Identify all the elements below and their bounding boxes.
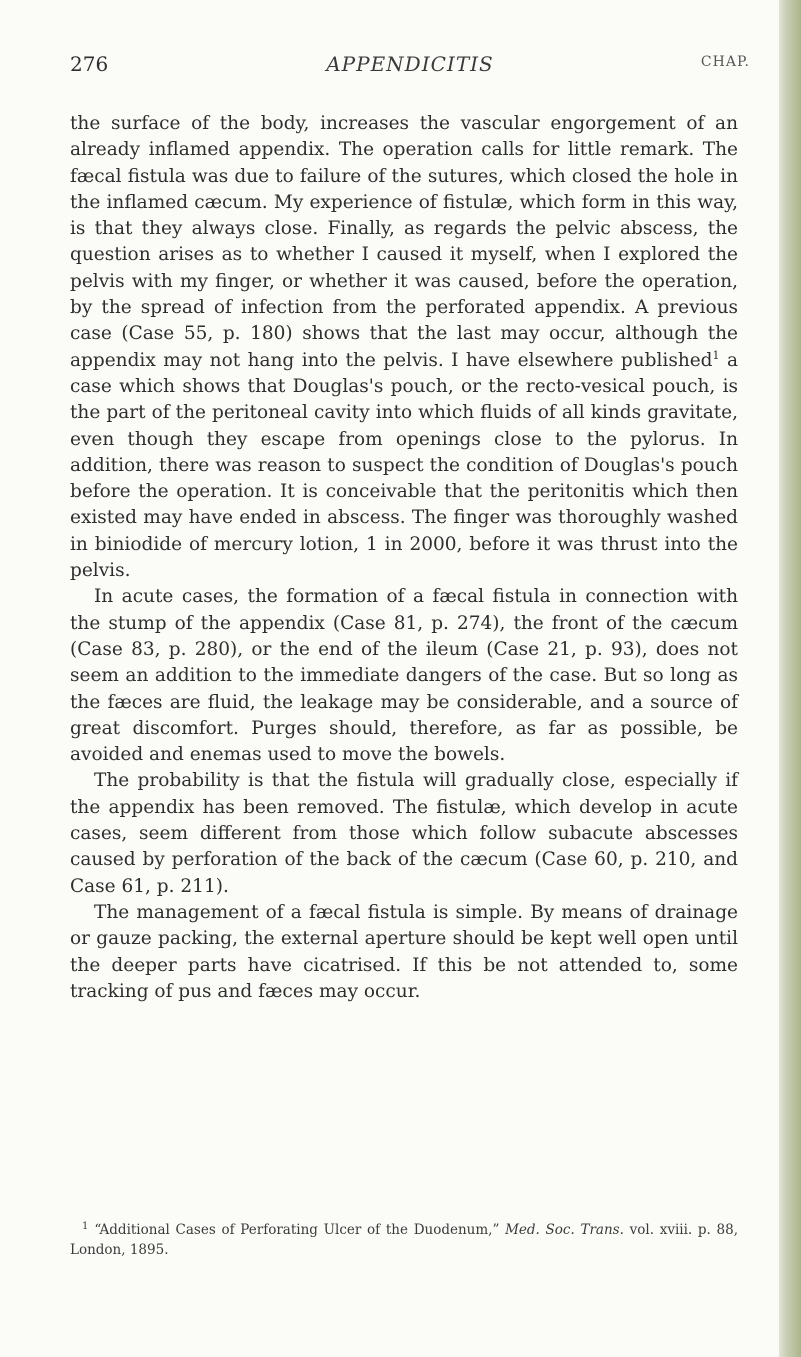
paragraph-text: the surface of the body, increases the vascular engorgement of an already inflamed appendix. The operation calls for little remark. The fæcal fistula was due to failure of the sutures, which closed the hole in the inflamed cæcum. My experience of fistulæ, which form in this way, is that they always close. Finally, as regards the pelvic abscess, the question arises as to whether I caused it myself, when I explored the pelvis with my finger, or whether it was caused, before the operation, by the spread of infection from the perforated appendix. A previous case (Case 55, p. 180) shows that the last may occur, although the appendix may not hang into the pelvis. I have elsewhere published: [70, 113, 738, 371]
footnote: [70, 1220, 738, 1260]
paragraph: The management of a fæcal fistula is simple. By means of drainage or gauze packing, the external aperture should be kept well open until the deeper parts have cicatrised. If this be not attended to, some tracking of pus and fæces may occur.: [70, 901, 738, 1002]
footnote-citation: vol. xviii. p. 88, London, 1895.: [70, 1222, 739, 1258]
footnote-text: “Additional Cases of Perforating Ulcer of the Duodenum,”: [94, 1222, 500, 1238]
footnote-mark: 1: [82, 1220, 89, 1232]
paragraph-text: a case which shows that Douglas's pouch, or the recto-vesical pouch, is the part of the peritoneal cavity into which fluids of all kinds gravitate, even though they escape from openings close to the pylorus. In addition, there was reason to suspect the condition of Douglas's pouch before the operation. It is conceivable that the peritonitis which then existed may have ended in abscess. The finger was thoroughly washed in biniodide of mercury lotion, 1 in 2000, before it was thrust into the pelvis.: [70, 349, 738, 582]
running-header: [70, 52, 750, 82]
chapter-marker: CHAP.: [700, 54, 750, 70]
paragraph: [70, 111, 738, 584]
paragraph: The probability is that the fistula will gradually close, especially if the appendix has been removed. The fistulæ, which develop in acute cases, seem different from those which follow subacute abscesses caused by perforation of the back of the cæcum (Case 60, p. 210, and Case 61, p. 211).: [70, 770, 738, 897]
running-title: APPENDICITIS: [326, 52, 494, 76]
page-number: 276: [70, 52, 109, 76]
page-edge: [779, 0, 801, 1357]
paragraph: In acute cases, the formation of a fæcal fistula in connection with the stump of the appendix (Case 81, p. 274), the front of the cæcum (Case 83, p. 280), or the end of the ileum (Case 21, p. 93), does not seem an addition to the immediate dangers of the case. But so long as the fæces are fluid, the leakage may be considerable, and a source of great discomfort. Purges should, therefore, as far as possible, be avoided and enemas used to move the bowels.: [70, 586, 738, 766]
footnote-reference[interactable]: 1: [712, 348, 720, 362]
body-text: [70, 111, 738, 1005]
footnote-journal: Med. Soc. Trans.: [505, 1222, 624, 1238]
